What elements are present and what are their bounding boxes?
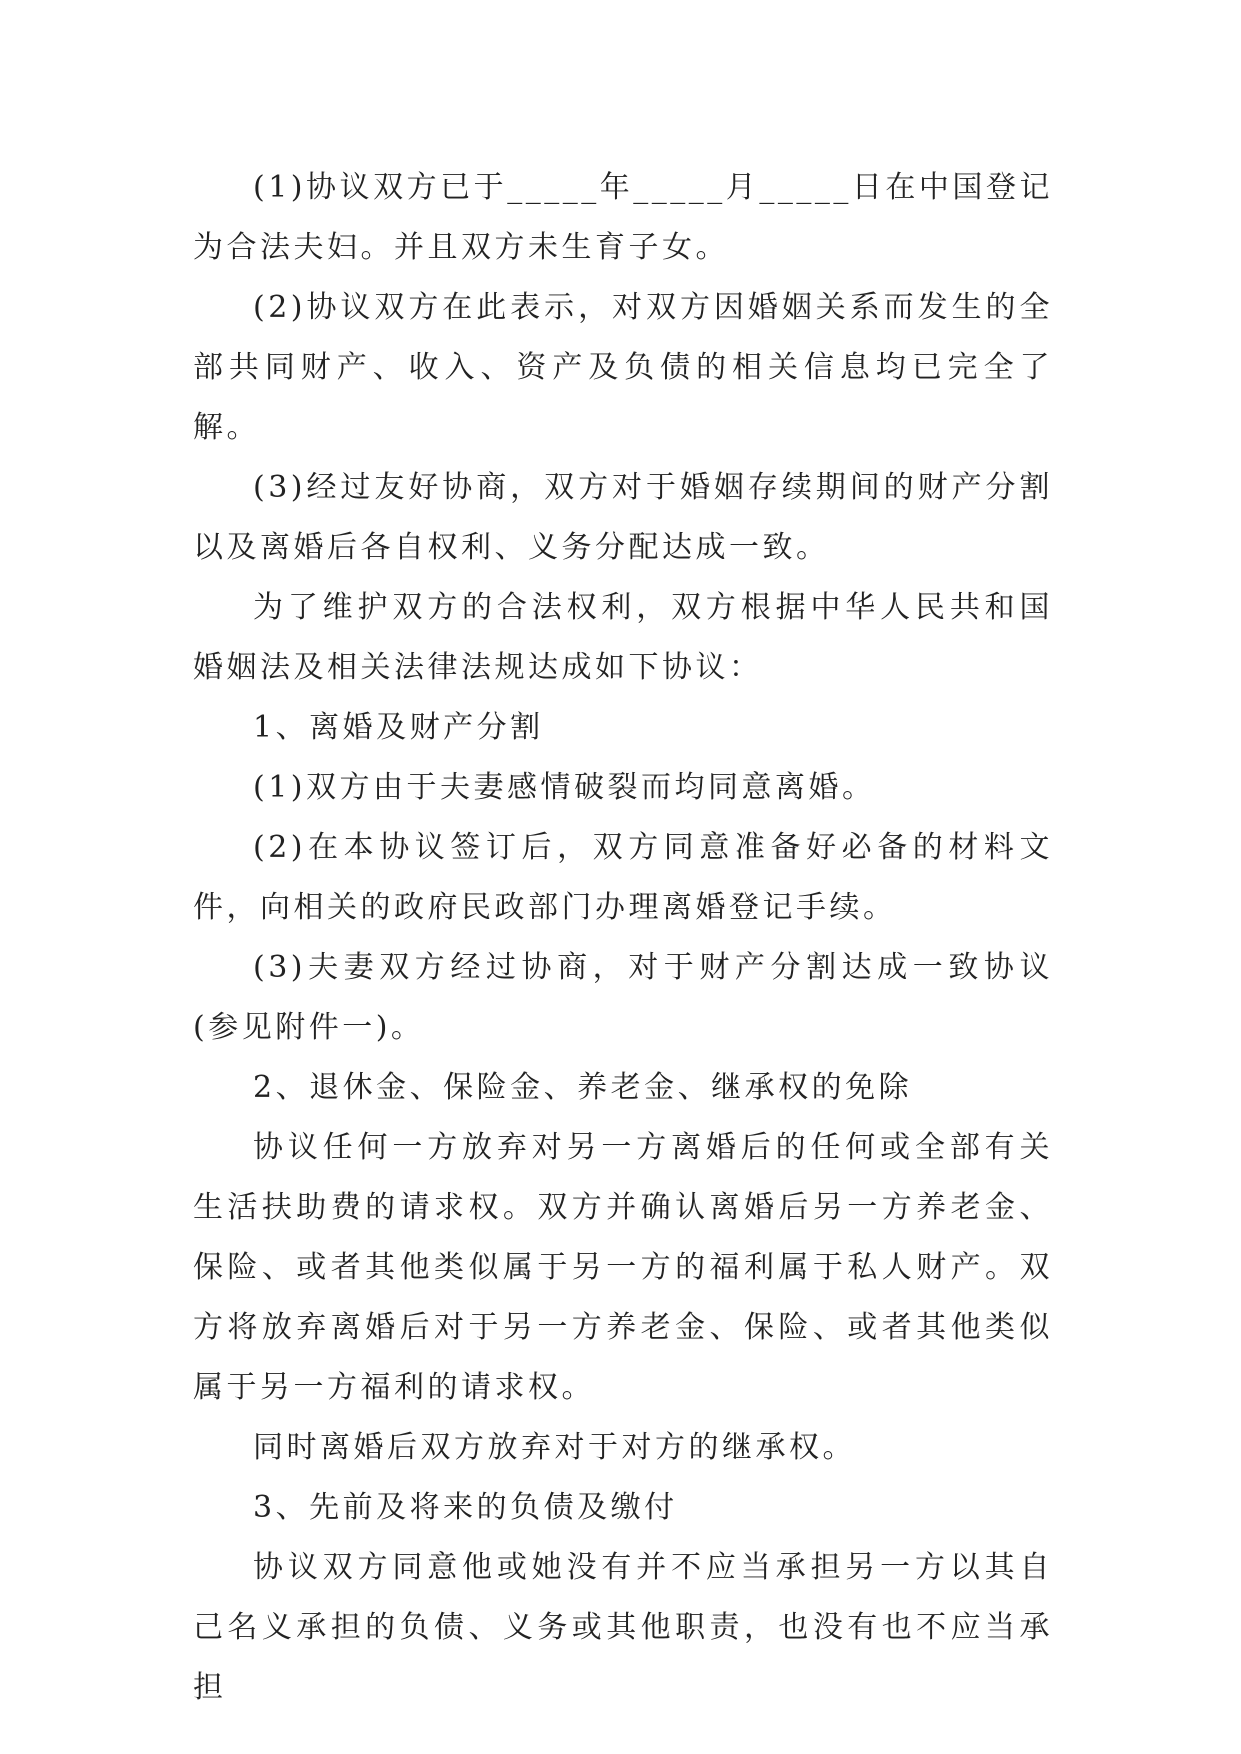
paragraph-consent-divorce: (1)双方由于夫妻感情破裂而均同意离婚。: [253, 770, 876, 805]
paragraph-inheritance-waiver: 同时离婚后双方放弃对于对方的继承权。: [253, 1430, 856, 1465]
section-heading-divorce-property: 1、离婚及财产分割: [253, 710, 544, 745]
document-body: [193, 158, 1053, 1718]
section-heading-pension-waiver: 2、退休金、保险金、养老金、继承权的免除: [253, 1070, 913, 1105]
section-heading-debts: 3、先前及将来的负债及缴付: [253, 1490, 678, 1525]
paragraph-support-waiver: 协议任何一方放弃对另一方离婚后的任何或全部有关生活扶助费的请求权。双方并确认离婚后另一方养老金、保险、或者其他类似属于另一方的福利属于私人财产。双方将放弃离婚后对于另一方养老金、保险、或者其他类似属于另一方福利的请求权。: [193, 1130, 1053, 1405]
paragraph-property-disclosure: (2)协议双方在此表示，对双方因婚姻关系而发生的全部共同财产、收入、资产及负债的相关信息均已完全了解。: [193, 290, 1053, 445]
paragraph-debt-responsibility: 协议双方同意他或她没有并不应当承担另一方以其自己名义承担的负债、义务或其他职责，也没有也不应当承担: [193, 1550, 1053, 1705]
paragraph-legal-basis: 为了维护双方的合法权利，双方根据中华人民共和国婚姻法及相关法律法规达成如下协议：: [193, 590, 1053, 685]
paragraph-registration-procedure: (2)在本协议签订后，双方同意准备好必备的材料文件，向相关的政府民政部门办理离婚登记手续。: [193, 830, 1053, 925]
paragraph-property-division: (3)夫妻双方经过协商，对于财产分割达成一致协议(参见附件一)。: [193, 950, 1053, 1045]
paragraph-agreement-reached: (3)经过友好协商，双方对于婚姻存续期间的财产分割以及离婚后各自权利、义务分配达成一致。: [193, 470, 1053, 565]
paragraph-marriage-registration: (1)协议双方已于_____年_____月_____日在中国登记为合法夫妇。并且双方未生育子女。: [193, 170, 1053, 265]
